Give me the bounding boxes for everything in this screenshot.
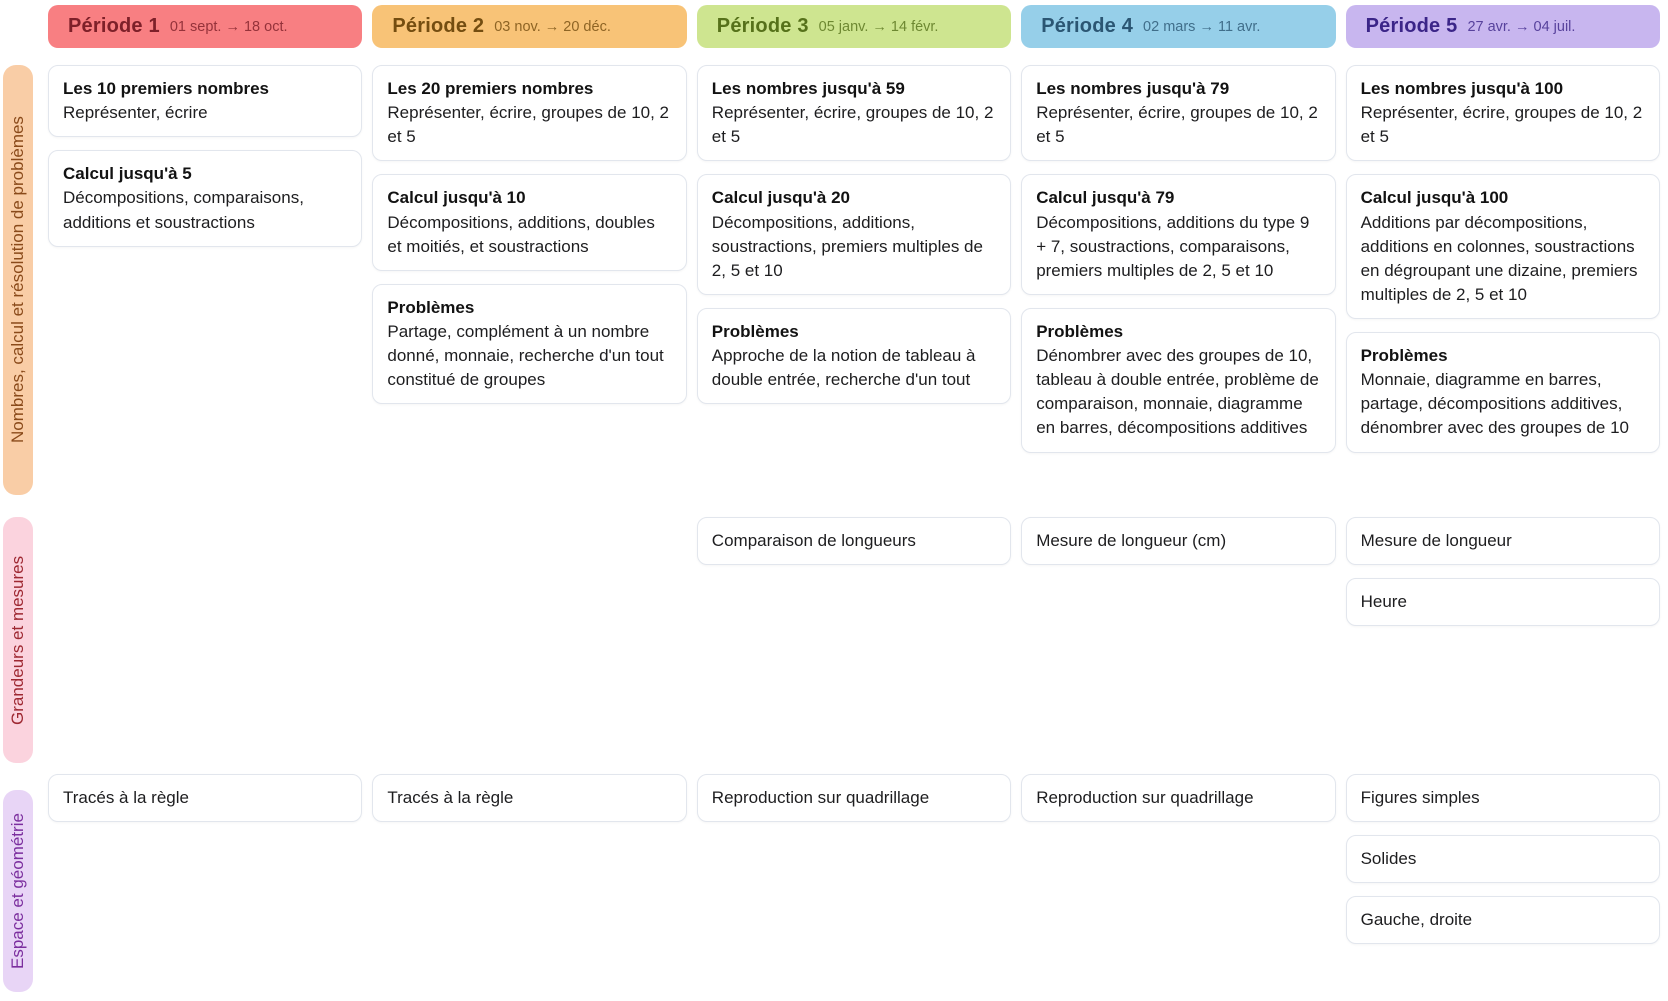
card-title: Problèmes <box>1360 346 1448 365</box>
card-body: Tracés à la règle <box>387 788 514 807</box>
card-title: Calcul jusqu'à 100 <box>1360 188 1509 208</box>
section-nombres-calcul-problemes-period-2-column <box>372 65 686 517</box>
card-title: Problèmes <box>387 297 475 317</box>
section-espace-geometrie-period-1-column <box>48 774 362 1001</box>
card-body: Mesure de longueur (cm) <box>1036 531 1227 550</box>
period-header-1 <box>48 5 362 48</box>
card-title: Problèmes <box>1036 321 1124 341</box>
curriculum-card[interactable] <box>1346 774 1660 822</box>
card-body: Décompositions, additions du type 9 + 7, soustractions, comparaisons, premiers multiples de 2, 5 et 10 <box>1036 212 1310 280</box>
section-nombres-calcul-problemes-period-4-column <box>1021 65 1335 517</box>
section-label-nombres-calcul-problemes: Nombres, calcul et résolution de problèmes <box>3 65 33 495</box>
period-title: Période 2 <box>392 15 485 37</box>
curriculum-card[interactable] <box>1346 65 1660 161</box>
period-dates: 05 janv. → 14 févr. <box>818 18 939 35</box>
curriculum-card[interactable] <box>372 284 686 405</box>
period-dates: 27 avr. → 04 juil. <box>1467 18 1576 35</box>
card-body: Gauche, droite <box>1360 910 1473 930</box>
card-body: Solides <box>1360 849 1417 869</box>
curriculum-card[interactable] <box>697 517 1011 565</box>
section-nombres-calcul-problemes-period-5-column <box>1346 65 1660 517</box>
section-label-grandeurs-mesures: Grandeurs et mesures <box>3 517 33 763</box>
curriculum-card[interactable] <box>48 150 362 246</box>
card-body: Représenter, écrire, groupes de 10, 2 et 5 <box>711 103 994 147</box>
section-grandeurs-mesures-period-1-column <box>48 517 362 774</box>
card-body: Mesure de longueur <box>1360 531 1512 550</box>
period-title: Période 4 <box>1041 15 1134 37</box>
period-title: Période 1 <box>68 15 160 37</box>
curriculum-card[interactable] <box>372 174 686 270</box>
card-body: Tracés à la règle <box>63 788 189 807</box>
curriculum-card[interactable] <box>372 774 686 822</box>
card-title: Calcul jusqu'à 5 <box>63 164 192 184</box>
section-label-espace-geometrie: Espace et géométrie <box>3 790 33 992</box>
card-body: Représenter, écrire, groupes de 10, 2 et 5 <box>1036 103 1318 147</box>
card-title: Calcul jusqu'à 20 <box>711 188 850 208</box>
card-title: Les nombres jusqu'à 100 <box>1360 79 1564 98</box>
curriculum-card[interactable] <box>1346 332 1660 453</box>
card-body: Représenter, écrire, groupes de 10, 2 et 5 <box>1360 103 1643 147</box>
period-dates: 02 mars → 11 avr. <box>1143 18 1261 35</box>
curriculum-card[interactable] <box>48 65 362 137</box>
period-dates: 03 nov. → 20 déc. <box>494 18 611 35</box>
curriculum-card[interactable] <box>372 65 686 161</box>
card-title: Calcul jusqu'à 79 <box>1036 188 1175 208</box>
card-body: Figures simples <box>1360 788 1480 807</box>
card-body: Décompositions, comparaisons, additions et soustractions <box>63 188 304 232</box>
curriculum-card[interactable] <box>697 774 1011 822</box>
card-body: Dénombrer avec des groupes de 10, tableau à double entrée, problème de comparaison, monnaie, diagramme en barres, décompositions additives <box>1036 346 1319 438</box>
card-title: Les nombres jusqu'à 79 <box>1036 79 1230 98</box>
section-espace-geometrie-period-2-column <box>372 774 686 1001</box>
card-body: Partage, complément à un nombre donné, monnaie, recherche d'un tout constitué de groupes <box>387 321 664 390</box>
curriculum-card[interactable] <box>1346 835 1660 883</box>
card-body: Heure <box>1360 592 1407 612</box>
curriculum-card[interactable] <box>697 65 1011 161</box>
period-header-5 <box>1346 5 1660 48</box>
curriculum-card[interactable] <box>1021 65 1335 161</box>
card-title: Problèmes <box>711 321 799 341</box>
card-body: Reproduction sur quadrillage <box>711 788 930 807</box>
card-title: Les 10 premiers nombres <box>63 79 269 98</box>
period-title: Période 3 <box>716 15 809 37</box>
curriculum-card[interactable] <box>697 308 1011 404</box>
curriculum-card[interactable] <box>1021 517 1335 565</box>
card-body: Monnaie, diagramme en barres, partage, décompositions additives, dénombrer avec des groupes de 10 <box>1360 370 1629 438</box>
curriculum-card[interactable] <box>1346 578 1660 626</box>
section-grandeurs-mesures-period-5-column <box>1346 517 1660 774</box>
corner-spacer <box>0 5 38 65</box>
period-title: Période 5 <box>1365 15 1458 37</box>
section-grandeurs-mesures-period-3-column <box>697 517 1011 774</box>
curriculum-card[interactable] <box>1346 517 1660 565</box>
period-header-2 <box>372 5 686 48</box>
curriculum-card[interactable] <box>48 774 362 822</box>
card-body: Approche de la notion de tableau à double entrée, recherche d'un tout <box>711 346 976 390</box>
card-body: Comparaison de longueurs <box>711 531 916 550</box>
curriculum-card[interactable] <box>1346 174 1660 319</box>
card-body: Décompositions, additions, doubles et moitiés, et soustractions <box>387 212 655 256</box>
period-dates: 01 sept. → 18 oct. <box>169 18 288 35</box>
section-nombres-calcul-problemes-period-3-column <box>697 65 1011 517</box>
card-body: Additions par décompositions, additions en colonnes, soustractions en dégroupant une dizaine, premiers multiples de 2, 5 et 10 <box>1360 212 1638 304</box>
curriculum-card[interactable] <box>1021 174 1335 295</box>
card-body: Représenter, écrire, groupes de 10, 2 et 5 <box>387 103 670 147</box>
card-title: Les nombres jusqu'à 59 <box>711 79 905 98</box>
section-espace-geometrie-period-5-column <box>1346 774 1660 1001</box>
card-body: Décompositions, additions, soustractions, premiers multiples de 2, 5 et 10 <box>711 212 983 280</box>
period-header-3 <box>697 5 1011 48</box>
curriculum-card[interactable] <box>1021 308 1335 453</box>
section-grandeurs-mesures-period-4-column <box>1021 517 1335 774</box>
curriculum-card[interactable] <box>697 174 1011 295</box>
card-title: Les 20 premiers nombres <box>387 79 594 98</box>
curriculum-card[interactable] <box>1346 896 1660 944</box>
period-header-4 <box>1021 5 1335 48</box>
section-nombres-calcul-problemes-period-1-column <box>48 65 362 517</box>
section-espace-geometrie-period-3-column <box>697 774 1011 1001</box>
curriculum-card[interactable] <box>1021 774 1335 822</box>
section-grandeurs-mesures-period-2-column <box>372 517 686 774</box>
card-title: Calcul jusqu'à 10 <box>387 188 526 208</box>
card-body: Reproduction sur quadrillage <box>1036 788 1254 807</box>
card-body: Représenter, écrire <box>63 103 208 123</box>
section-espace-geometrie-period-4-column <box>1021 774 1335 1001</box>
